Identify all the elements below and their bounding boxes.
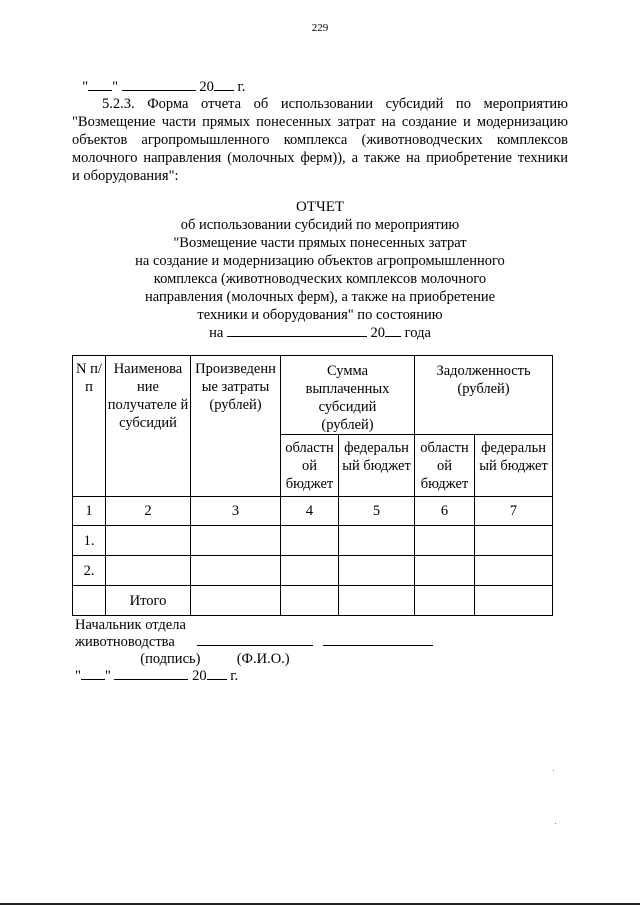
date-year: 20: [199, 79, 214, 95]
header-debt-federal: федеральн ый бюджет: [475, 435, 553, 497]
year-blank: [214, 90, 234, 91]
table-row: [73, 556, 553, 586]
month-blank: [122, 90, 196, 91]
report-subtitle: [100, 216, 540, 342]
col-number: 1: [73, 497, 106, 526]
header-subsidies-federal: федеральн ый бюджет: [339, 435, 415, 497]
header-subsidies: Сумма выплаченных субсидий (рублей): [281, 356, 415, 435]
signature-labels: [75, 651, 475, 668]
subtitle-line: направления (молочных ферм), а также на приобретение: [144, 289, 496, 305]
header-debt: Задолженность (рублей): [415, 356, 553, 435]
col-number: 2: [106, 497, 191, 526]
date-suffix: г.: [237, 79, 246, 95]
col-number: 5: [339, 497, 415, 526]
day-blank: [88, 90, 112, 91]
signature-date-line: " " 20 г.: [75, 668, 239, 684]
col-number: 6: [415, 497, 475, 526]
header-expenses: Произведенн ые затраты (рублей): [191, 356, 281, 497]
subtitle-line: комплекса (животноводческих комплексов молочного: [153, 271, 487, 287]
paragraph-line: 5.2.3. Форма отчета об использовании субсидий по мероприятию: [102, 96, 568, 112]
total-row: [73, 586, 553, 616]
top-date-line: [75, 62, 245, 96]
paragraph-line: молочного направления (молочных ферм)), а также на приобретение техники: [72, 150, 568, 166]
col-number: 3: [191, 497, 281, 526]
row-number: 1.: [73, 526, 106, 556]
column-number-row: [73, 497, 553, 526]
page-number: 229: [311, 22, 329, 34]
col-number: 4: [281, 497, 339, 526]
report-title: ОТЧЕТ: [295, 199, 345, 215]
header-subsidies-regional: областн ой бюджет: [281, 435, 339, 497]
signature-blank: [197, 645, 313, 646]
row-number: 2.: [73, 556, 106, 586]
report-table: [72, 355, 553, 616]
row-name: [106, 526, 191, 556]
signature-block: [75, 617, 475, 685]
subtitle-line: на создание и модернизацию объектов агропромышленного: [135, 253, 505, 269]
signer-position-line1: Начальник отдела: [75, 617, 186, 633]
paragraph-line: и оборудования":: [72, 168, 179, 184]
total-label: Итого: [106, 586, 191, 616]
signer-position-line2: животноводства: [75, 634, 475, 651]
subtitle-line: "Возмещение части прямых понесенных затрат: [173, 235, 467, 251]
label-signature: (подпись): [140, 651, 201, 667]
subtitle-line: техники и оборудования" по состоянию: [197, 307, 443, 323]
header-recipient: Наименова ние получателе й субсидий: [106, 356, 191, 497]
intro-paragraph: [72, 95, 568, 185]
subtitle-line: об использовании субсидий по мероприятию: [180, 217, 460, 233]
scan-dot: [553, 770, 554, 771]
table-row: [73, 526, 553, 556]
scan-dot: [555, 823, 556, 824]
paragraph-line: "Возмещение части прямых понесенных затрат на создание и модернизацию: [72, 114, 568, 130]
col-number: 7: [475, 497, 553, 526]
date-close-quote: ": [112, 79, 119, 95]
row-name: [106, 556, 191, 586]
name-blank: [323, 645, 433, 646]
as-of-line: на 20 года: [209, 325, 431, 341]
paragraph-line: объектов агропромышленного комплекса (животноводческих комплексов: [72, 132, 568, 148]
label-name: (Ф.И.О.): [236, 651, 290, 667]
date-open-quote: ": [82, 79, 89, 95]
header-num: N п/п: [73, 356, 106, 497]
row-number: [73, 586, 106, 616]
header-debt-regional: областн ой бюджет: [415, 435, 475, 497]
